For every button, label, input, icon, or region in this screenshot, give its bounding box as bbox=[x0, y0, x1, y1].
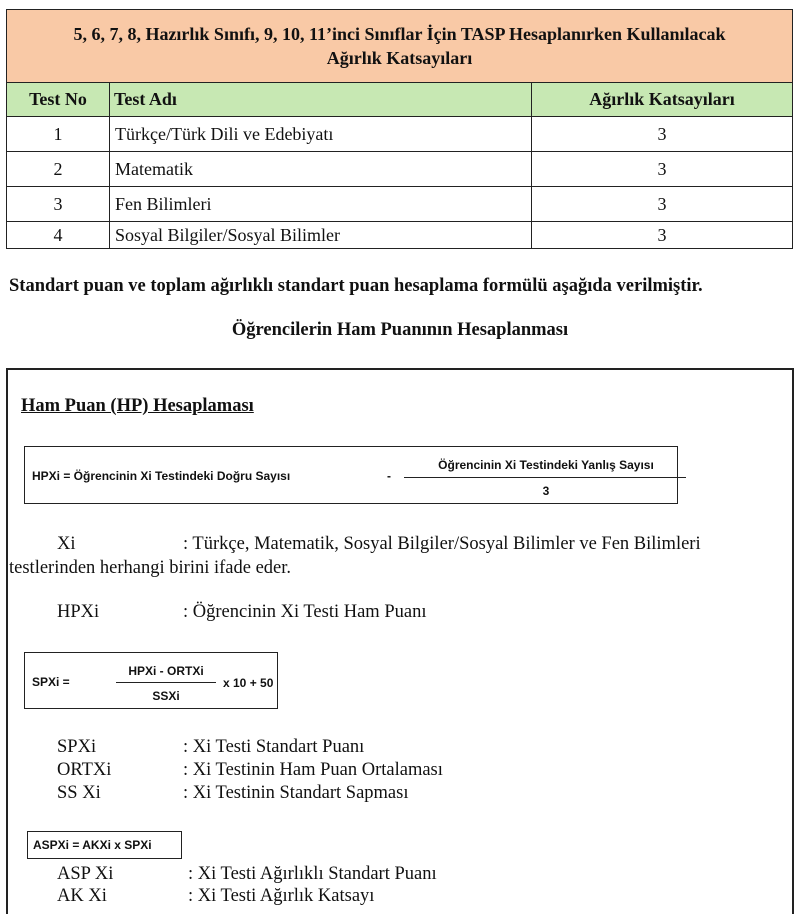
table-title-line2: Ağırlık Katsayıları bbox=[326, 48, 473, 68]
cell-weight: 3 bbox=[532, 187, 793, 222]
hpxi-term: HPXi bbox=[57, 602, 100, 622]
formula-rhs: x 10 + 50 bbox=[223, 676, 274, 690]
cell-weight: 3 bbox=[532, 222, 793, 249]
fraction-bar bbox=[404, 477, 686, 478]
akxi-desc: : Xi Testi Ağırlık Katsayı bbox=[188, 886, 375, 906]
table-row bbox=[7, 152, 793, 187]
header-weight: Ağırlık Katsayıları bbox=[532, 83, 793, 117]
table-header-row bbox=[7, 83, 793, 117]
xi-desc-line1: : Türkçe, Matematik, Sosyal Bilgiler/Sosyal Bilimler ve Fen Bilimleri bbox=[183, 534, 701, 554]
spxi-term: SPXi bbox=[57, 737, 97, 757]
formula-lhs: HPXi = Öğrencinin Xi Testindeki Doğru Sayısı bbox=[32, 469, 291, 483]
ortxi-desc: : Xi Testinin Ham Puan Ortalaması bbox=[183, 760, 443, 780]
cell-test-name: Fen Bilimleri bbox=[110, 187, 532, 222]
formula-denominator: 3 bbox=[542, 484, 550, 498]
spxi-desc: : Xi Testi Standart Puanı bbox=[183, 737, 365, 757]
raw-score-formula bbox=[24, 446, 678, 504]
formula-numerator: HPXi - ORTXi bbox=[128, 664, 204, 678]
box-title: Ham Puan (HP) Hesaplaması bbox=[21, 396, 254, 416]
fraction-bar bbox=[116, 682, 216, 683]
cell-test-name: Matematik bbox=[110, 152, 532, 187]
formula-lhs: SPXi = bbox=[32, 675, 70, 689]
formula-numerator: Öğrencinin Xi Testindeki Yanlış Sayısı bbox=[438, 458, 654, 472]
xi-desc-line2: testlerinden herhangi birini ifade eder. bbox=[9, 558, 292, 578]
cell-test-name: Sosyal Bilgiler/Sosyal Bilimler bbox=[110, 222, 532, 249]
aspxi-desc: : Xi Testi Ağırlıklı Standart Puanı bbox=[188, 864, 437, 884]
ortxi-term: ORTXi bbox=[57, 760, 112, 780]
weight-coefficients-table bbox=[6, 9, 793, 249]
formula-minus: - bbox=[387, 469, 391, 483]
header-test-no: Test No bbox=[7, 83, 110, 117]
weighted-score-formula bbox=[27, 831, 182, 859]
cell-test-no: 2 bbox=[7, 152, 110, 187]
intro-text: Standart puan ve toplam ağırlıklı standart puan hesaplama formülü aşağıda verilmiştir. bbox=[9, 276, 703, 296]
formula-lhs: ASPXi = AKXi x SPXi bbox=[33, 838, 152, 852]
header-test-name: Test Adı bbox=[110, 83, 532, 117]
table-title-line1: 5, 6, 7, 8, Hazırlık Sınıfı, 9, 10, 11’inci Sınıflar İçin TASP Hesaplanırken Kullanılacak bbox=[73, 24, 726, 44]
standard-score-formula bbox=[24, 652, 278, 709]
formula-denominator: SSXi bbox=[152, 689, 180, 703]
section-heading: Öğrencilerin Ham Puanının Hesaplanması bbox=[231, 320, 569, 340]
aspxi-term: ASP Xi bbox=[57, 864, 114, 884]
cell-weight: 3 bbox=[532, 117, 793, 152]
table-row bbox=[7, 187, 793, 222]
table-row bbox=[7, 222, 793, 249]
table-row bbox=[7, 117, 793, 152]
xi-term: Xi bbox=[57, 534, 76, 554]
akxi-term: AK Xi bbox=[57, 886, 107, 906]
cell-test-no: 1 bbox=[7, 117, 110, 152]
ssxi-desc: : Xi Testinin Standart Sapması bbox=[183, 783, 409, 803]
ssxi-term: SS Xi bbox=[57, 783, 101, 803]
cell-test-name: Türkçe/Türk Dili ve Edebiyatı bbox=[110, 117, 532, 152]
hpxi-desc: : Öğrencinin Xi Testi Ham Puanı bbox=[183, 602, 427, 622]
table-title bbox=[7, 10, 793, 83]
cell-weight: 3 bbox=[532, 152, 793, 187]
cell-test-no: 3 bbox=[7, 187, 110, 222]
cell-test-no: 4 bbox=[7, 222, 110, 249]
